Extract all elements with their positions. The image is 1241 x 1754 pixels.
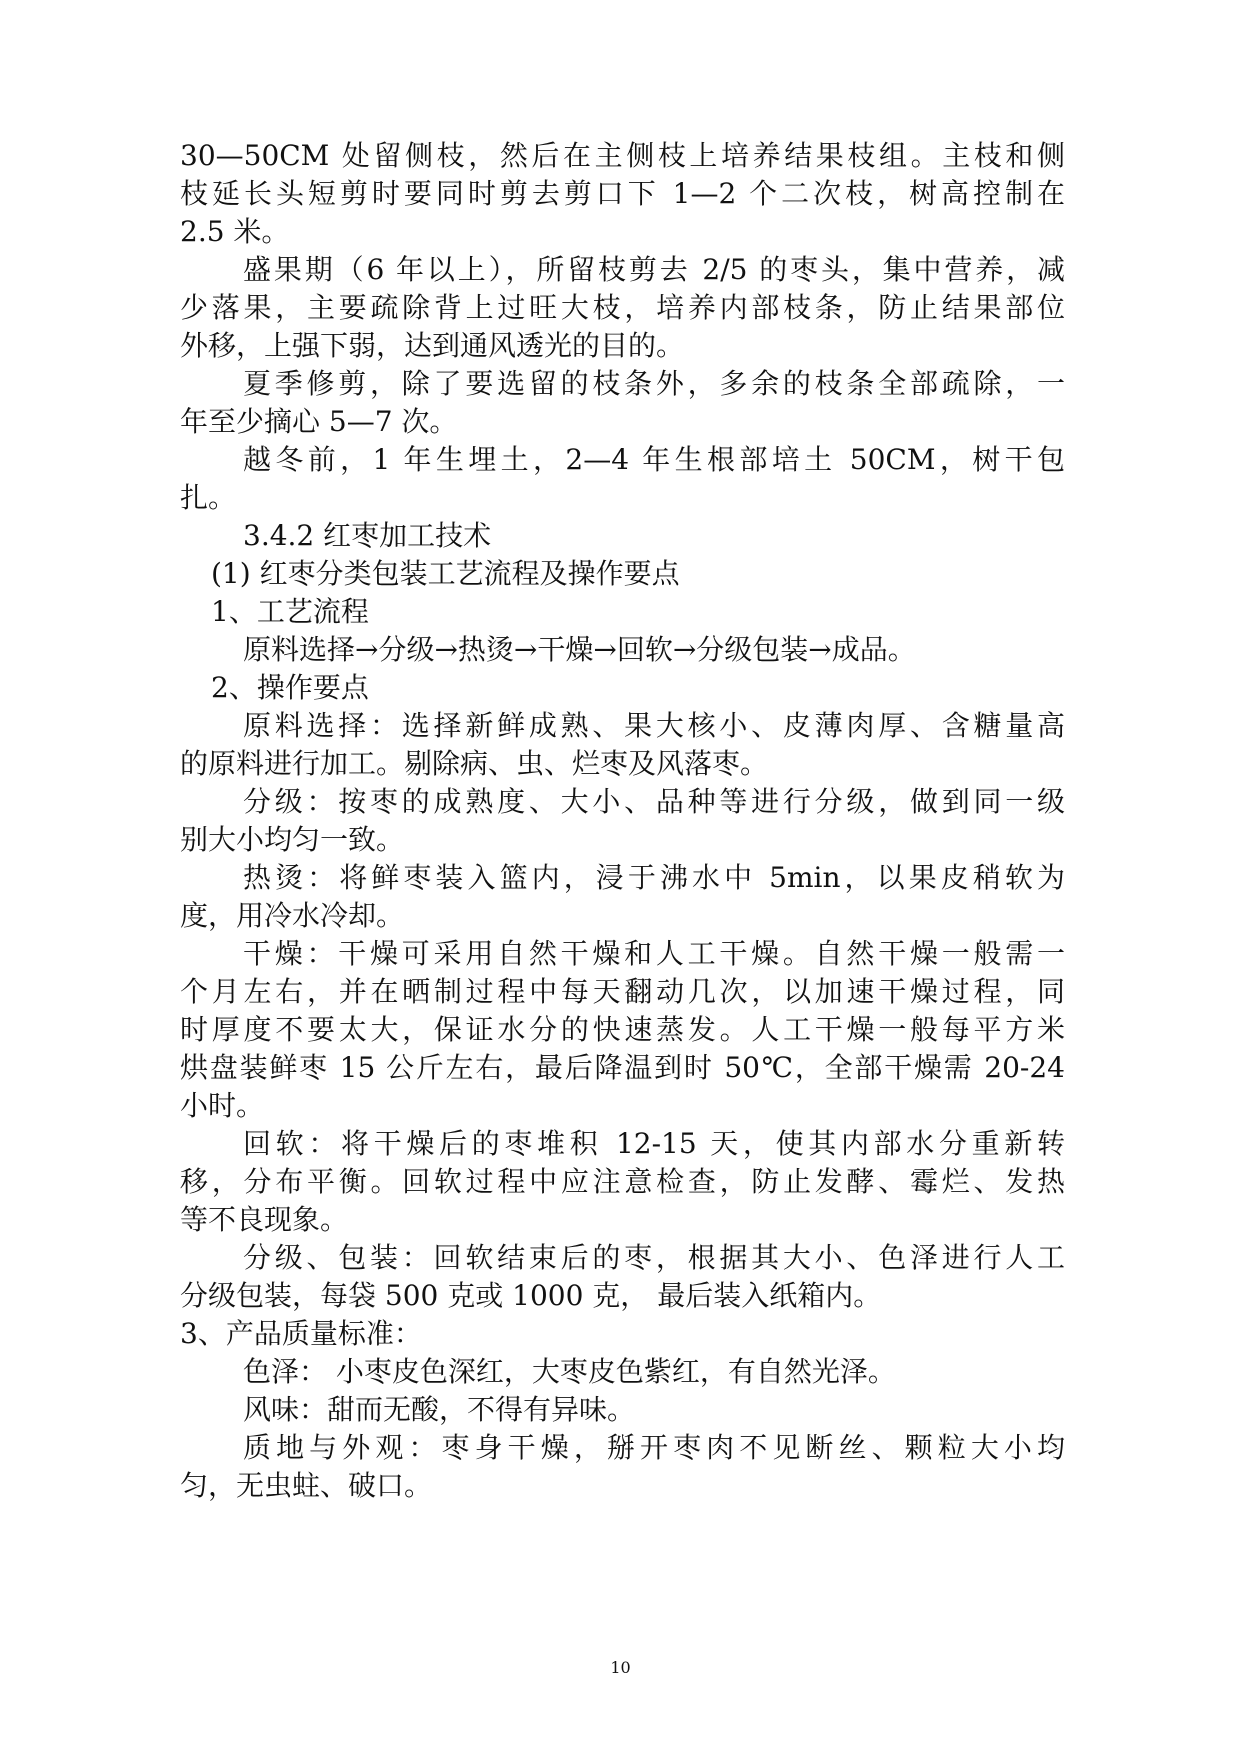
body-line: 个月左右，并在晒制过程中每天翻动几次，以加速干燥过程，同: [180, 975, 1065, 1008]
body-line: 热烫：将鲜枣装入篮内，浸于沸水中 5min，以果皮稍软为: [243, 861, 1065, 894]
body-line: 枝延长头短剪时要同时剪去剪口下 1—2 个二次枝，树高控制在: [180, 177, 1065, 210]
body-line: 别大小均匀一致。: [180, 823, 405, 856]
body-line: 干燥：干燥可采用自然干燥和人工干燥。自然干燥一般需一: [243, 937, 1065, 970]
section-heading: 3.4.2 红枣加工技术: [243, 519, 492, 552]
body-line: 风味：甜而无酸，不得有异味。: [243, 1393, 636, 1426]
body-line: 年至少摘心 5—7 次。: [180, 405, 458, 438]
item-heading: 3、产品质量标准：: [180, 1317, 422, 1350]
body-line: 的原料进行加工。剔除病、虫、烂枣及风落枣。: [180, 747, 769, 780]
body-line: 分级、包装：回软结束后的枣，根据其大小、色泽进行人工: [243, 1241, 1065, 1274]
item-heading: 2、操作要点: [211, 671, 369, 704]
body-line: 扎。: [180, 481, 237, 514]
body-line: 小时。: [180, 1089, 265, 1122]
body-line: 质地与外观：枣身干燥，掰开枣肉不见断丝、颗粒大小均: [243, 1431, 1065, 1464]
body-line: 盛果期（6 年以上），所留枝剪去 2/5 的枣头，集中营养，减: [243, 253, 1065, 286]
body-line: 色泽： 小枣皮色深红，大枣皮色紫红，有自然光泽。: [243, 1355, 896, 1388]
body-line: 夏季修剪，除了要选留的枝条外，多余的枝条全部疏除，一: [243, 367, 1065, 400]
body-line: 等不良现象。: [180, 1203, 349, 1236]
body-line: 度，用冷水冷却。: [180, 899, 405, 932]
body-line: 30—50CM 处留侧枝，然后在主侧枝上培养结果枝组。主枝和侧: [180, 139, 1065, 172]
item-heading: 1、工艺流程: [211, 595, 369, 628]
body-line: 少落果，主要疏除背上过旺大枝，培养内部枝条，防止结果部位: [180, 291, 1065, 324]
body-line: 原料选择→分级→热烫→干燥→回软→分级包装→成品。: [243, 633, 916, 666]
body-line: 原料选择：选择新鲜成熟、果大核小、皮薄肉厚、含糖量高: [243, 709, 1065, 742]
body-line: 分级包装，每袋 500 克或 1000 克， 最后装入纸箱内。: [180, 1279, 882, 1312]
subsection-heading: (1) 红枣分类包装工艺流程及操作要点: [211, 557, 680, 590]
body-line: 烘盘装鲜枣 15 公斤左右，最后降温到时 50℃，全部干燥需 20-24: [180, 1051, 1065, 1084]
body-line: 回软：将干燥后的枣堆积 12-15 天，使其内部水分重新转: [243, 1127, 1065, 1160]
page-number: 10: [610, 1658, 631, 1677]
body-line: 越冬前，1 年生埋土，2—4 年生根部培土 50CM，树干包: [243, 443, 1065, 476]
body-line: 移，分布平衡。回软过程中应注意检查，防止发酵、霉烂、发热: [180, 1165, 1065, 1198]
body-line: 外移，上强下弱，达到通风透光的目的。: [180, 329, 685, 362]
body-line: 2.5 米。: [180, 215, 290, 248]
body-line: 时厚度不要太大，保证水分的快速蒸发。人工干燥一般每平方米: [180, 1013, 1065, 1046]
body-line: 匀，无虫蛀、破口。: [180, 1469, 433, 1502]
body-line: 分级：按枣的成熟度、大小、品种等进行分级，做到同一级: [243, 785, 1065, 818]
